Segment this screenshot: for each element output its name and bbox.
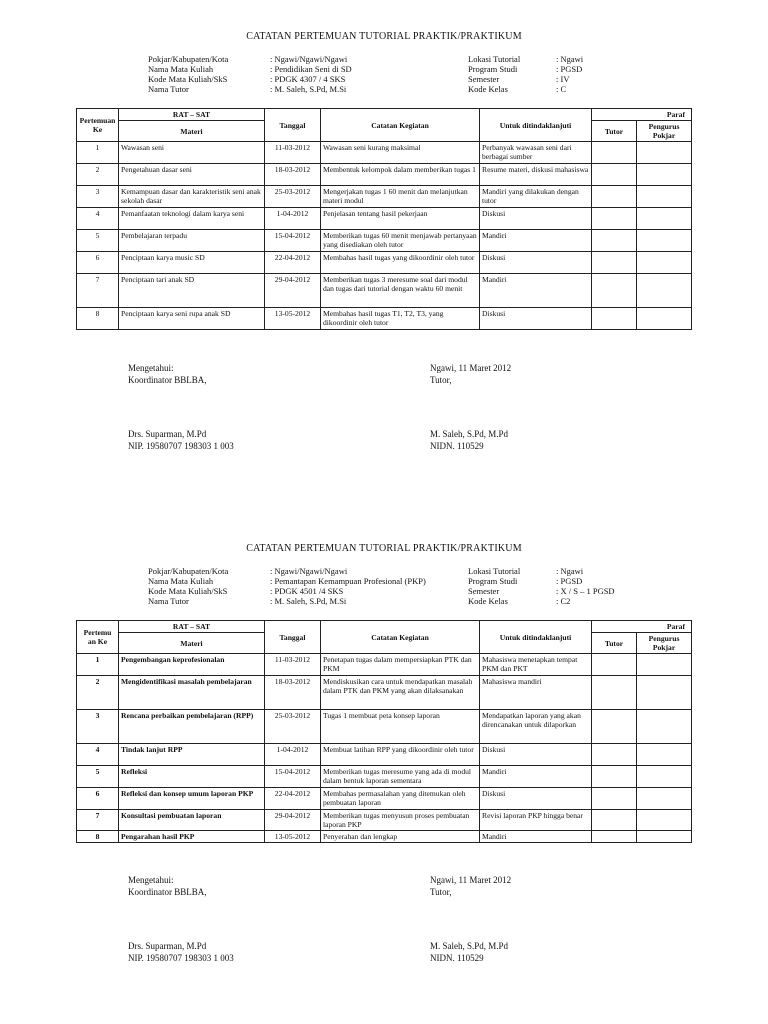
info-label: Kode Kelas: [468, 84, 508, 94]
row-paraf-tutor: [592, 308, 637, 330]
info-right-values: [556, 566, 615, 606]
row-materi: Pengembangan keprofesionalan: [119, 654, 265, 676]
row-catatan: Membahas hasil tugas T1, T2, T3, yang dikoordinir oleh tutor: [321, 308, 480, 330]
row-tanggal: 11-03-2012: [265, 142, 321, 164]
table-row: [77, 186, 692, 208]
info-label: Kode Kelas: [468, 596, 508, 606]
row-tindak-lanjut: Diskusi: [480, 208, 592, 230]
row-tindak-lanjut: Mandiri: [480, 274, 592, 308]
row-tanggal: 25-03-2012: [265, 186, 321, 208]
row-materi: Penciptaan tari anak SD: [119, 274, 265, 308]
row-paraf-pengurus: [637, 308, 692, 330]
header-tanggal: Tanggal: [265, 621, 321, 654]
row-paraf-tutor: [592, 164, 637, 186]
table-row: [77, 252, 692, 274]
tutor-nidn: NIDN. 110529: [430, 441, 484, 451]
row-catatan: Membahas permasalahan yang ditemukan oleh pembuatan laporan: [321, 788, 480, 810]
row-number: 1: [77, 654, 119, 676]
row-tindak-lanjut: Revisi laporan PKP hingga benar: [480, 810, 592, 831]
row-paraf-pengurus: [637, 186, 692, 208]
row-catatan: Memberikan tugas meresume yang ada di modul dalam bentuk laporan sementara: [321, 766, 480, 788]
koordinator-label: Koordinator BBLBA,: [128, 375, 207, 385]
header-tutor: Tutor: [592, 121, 637, 142]
row-number: 6: [77, 788, 119, 810]
document-title: CATATAN PERTEMUAN TUTORIAL PRAKTIK/PRAKTIKUM: [246, 543, 522, 554]
row-materi: Penciptaan karya seni rupa anak SD: [119, 308, 265, 330]
info-label: Kode Mata Kuliah/SkS: [148, 586, 228, 596]
info-value: : PDGK 4307 / 4 SKS: [270, 74, 346, 84]
header-tutor: Tutor: [592, 633, 637, 654]
row-paraf-pengurus: [637, 810, 692, 831]
row-tindak-lanjut: Mahasiswa menetapkan tempat PKM dan PKT: [480, 654, 592, 676]
header-pertemuan: Pertemuan Ke: [77, 109, 119, 142]
info-label: Lokasi Tutorial: [468, 54, 521, 64]
info-label: Program Studi: [468, 64, 518, 74]
signature-right-header: [430, 874, 511, 898]
row-paraf-tutor: [592, 831, 637, 843]
row-tindak-lanjut: Resume materi, diskusi mahasiswa: [480, 164, 592, 186]
tutor-label: Tutor,: [430, 375, 452, 385]
header-rat-sat: RAT – SAT: [119, 109, 265, 121]
row-paraf-pengurus: [637, 142, 692, 164]
row-tanggal: 18-03-2012: [265, 676, 321, 710]
info-label: Nama Tutor: [148, 596, 189, 606]
row-number: 2: [77, 676, 119, 710]
row-number: 7: [77, 274, 119, 308]
info-value: : PGSD: [556, 64, 583, 74]
row-catatan: Penyerahan dan lengkap: [321, 831, 480, 843]
row-catatan: Membentuk kelompok dalam memberikan tugas 1: [321, 164, 480, 186]
info-value: : C: [556, 84, 567, 94]
row-catatan: Mengerjakan tugas 1 60 menit dan melanjutkan materi modul: [321, 186, 480, 208]
row-materi: Refleksi: [119, 766, 265, 788]
row-catatan: Wawasan seni kurang maksimal: [321, 142, 480, 164]
row-catatan: Penjelasan tentang hasil pekerjaan: [321, 208, 480, 230]
info-right-labels: [468, 566, 520, 606]
row-number: 2: [77, 164, 119, 186]
row-number: 4: [77, 208, 119, 230]
row-materi: Pengarahan hasil PKP: [119, 831, 265, 843]
row-catatan: Memberikan tugas 60 menit menjawab pertanyaan yang disediakan oleh tutor: [321, 230, 480, 252]
row-tanggal: 29-04-2012: [265, 274, 321, 308]
row-paraf-tutor: [592, 766, 637, 788]
signature-left-name: [128, 940, 234, 964]
row-tindak-lanjut: Diskusi: [480, 308, 592, 330]
info-value: : M. Saleh, S.Pd, M.Si: [270, 596, 347, 606]
mengetahui-label: Mengetahui:: [128, 363, 174, 373]
info-left-values: [270, 54, 352, 94]
row-number: 8: [77, 831, 119, 843]
signature-right-name: [430, 428, 508, 452]
row-number: 1: [77, 142, 119, 164]
place-date-label: Ngawi, 11 Maret 2012: [430, 875, 512, 885]
header-materi: Materi: [119, 121, 265, 142]
row-paraf-tutor: [592, 230, 637, 252]
table-row: [77, 710, 692, 744]
row-catatan: Memberikan tugas 3 meresume soal dari modul dan tugas dari tutorial dengan waktu 60 menit: [321, 274, 480, 308]
document-title: CATATAN PERTEMUAN TUTORIAL PRAKTIK/PRAKTIKUM: [246, 31, 522, 42]
coordinator-name: Drs. Suparman, M.Pd: [128, 429, 207, 439]
row-number: 3: [77, 710, 119, 744]
table-row: [77, 831, 692, 843]
header-tanggal: Tanggal: [265, 109, 321, 142]
row-paraf-tutor: [592, 654, 637, 676]
row-tanggal: 29-04-2012: [265, 810, 321, 831]
row-number: 5: [77, 230, 119, 252]
info-label: Nama Mata Kuliah: [148, 576, 214, 586]
row-paraf-tutor: [592, 208, 637, 230]
row-paraf-pengurus: [637, 744, 692, 766]
table-row: [77, 308, 692, 330]
table-row: [77, 810, 692, 831]
info-left-labels: [148, 54, 228, 94]
tutor-name: M. Saleh, S.Pd, M.Pd: [430, 941, 509, 951]
row-tanggal: 1-04-2012: [265, 744, 321, 766]
header-pengurus: Pengurus Pokjar: [637, 633, 692, 654]
signature-right-header: [430, 362, 511, 386]
info-label: Nama Mata Kuliah: [148, 64, 214, 74]
header-materi: Materi: [119, 633, 265, 654]
header-tindak-lanjut: Untuk ditindaklanjuti: [480, 109, 592, 142]
row-number: 8: [77, 308, 119, 330]
row-tanggal: 22-04-2012: [265, 788, 321, 810]
row-paraf-tutor: [592, 744, 637, 766]
row-tindak-lanjut: Mandiri yang dilakukan dengan tutor: [480, 186, 592, 208]
row-tanggal: 13-05-2012: [265, 308, 321, 330]
row-tanggal: 22-04-2012: [265, 252, 321, 274]
meeting-table: [76, 108, 692, 330]
row-paraf-pengurus: [637, 252, 692, 274]
row-materi: Mengidentifikasi masalah pembelajaran: [119, 676, 265, 710]
info-value: : C2: [556, 596, 571, 606]
table-row: [77, 744, 692, 766]
row-materi: Konsultasi pembuatan laporan: [119, 810, 265, 831]
row-paraf-tutor: [592, 810, 637, 831]
row-tindak-lanjut: Mandiri: [480, 831, 592, 843]
row-tanggal: 18-03-2012: [265, 164, 321, 186]
row-tindak-lanjut: Diskusi: [480, 252, 592, 274]
header-pengurus: Pengurus Pokjar: [637, 121, 692, 142]
tutorial-record-2: [0, 512, 768, 1024]
tutor-label: Tutor,: [430, 887, 452, 897]
coordinator-nip: NIP. 19580707 198303 1 003: [128, 441, 234, 451]
table-row: [77, 676, 692, 710]
info-right-labels: [468, 54, 520, 94]
tutor-nidn: NIDN. 110529: [430, 953, 484, 963]
row-catatan: Membahas hasil tugas yang dikoordinir oleh tutor: [321, 252, 480, 274]
header-rat-sat: RAT – SAT: [119, 621, 265, 633]
row-paraf-pengurus: [637, 676, 692, 710]
row-catatan: Tugas 1 membuat peta konsep laporan: [321, 710, 480, 744]
info-label: Semester: [468, 74, 500, 84]
table-row: [77, 788, 692, 810]
info-label: Nama Tutor: [148, 84, 189, 94]
table-row: [77, 230, 692, 252]
row-materi: Penciptaan karya music SD: [119, 252, 265, 274]
coordinator-nip: NIP. 19580707 198303 1 003: [128, 953, 234, 963]
row-materi: Kemampuan dasar dan karakteristik seni anak sekolah dasar: [119, 186, 265, 208]
row-materi: Refleksi dan konsep umum laporan PKP: [119, 788, 265, 810]
info-value: : Ngawi: [556, 566, 584, 576]
signature-left-name: [128, 428, 234, 452]
header-tindak-lanjut: Untuk ditindaklanjuti: [480, 621, 592, 654]
row-tindak-lanjut: Mandiri: [480, 230, 592, 252]
row-paraf-tutor: [592, 186, 637, 208]
signature-left-header: [128, 874, 207, 898]
tutor-name: M. Saleh, S.Pd, M.Pd: [430, 429, 509, 439]
row-paraf-pengurus: [637, 164, 692, 186]
row-paraf-tutor: [592, 710, 637, 744]
mengetahui-label: Mengetahui:: [128, 875, 174, 885]
info-value: : Ngawi: [556, 54, 584, 64]
row-paraf-pengurus: [637, 831, 692, 843]
row-materi: Pengetahuan dasar seni: [119, 164, 265, 186]
row-tindak-lanjut: Perbanyak wawasan seni dari berbagai sumber: [480, 142, 592, 164]
header-paraf: Paraf: [592, 621, 692, 633]
row-materi: Wawasan seni: [119, 142, 265, 164]
row-tindak-lanjut: Mandiri: [480, 766, 592, 788]
row-paraf-pengurus: [637, 274, 692, 308]
info-value: : PDGK 4501 /4 SKS: [270, 586, 344, 596]
row-tanggal: 25-03-2012: [265, 710, 321, 744]
coordinator-name: Drs. Suparman, M.Pd: [128, 941, 207, 951]
info-value: : PGSD: [556, 576, 583, 586]
header-catatan: Catatan Kegiatan: [321, 109, 480, 142]
info-label: Semester: [468, 586, 500, 596]
row-paraf-pengurus: [637, 208, 692, 230]
row-tindak-lanjut: Diskusi: [480, 788, 592, 810]
meeting-table: [76, 620, 692, 843]
koordinator-label: Koordinator BBLBA,: [128, 887, 207, 897]
table-row: [77, 142, 692, 164]
info-label: Pokjar/Kabupaten/Kota: [148, 54, 229, 64]
info-right-values: [556, 54, 583, 94]
row-number: 3: [77, 186, 119, 208]
row-tanggal: 1-04-2012: [265, 208, 321, 230]
row-number: 7: [77, 810, 119, 831]
row-materi: Pembelajaran terpadu: [119, 230, 265, 252]
info-value: : Ngawi/Ngawi/Ngawi: [270, 566, 348, 576]
row-paraf-pengurus: [637, 654, 692, 676]
info-value: : Pemantapan Kemampuan Profesional (PKP): [270, 576, 426, 586]
info-label: Program Studi: [468, 576, 518, 586]
place-date-label: Ngawi, 11 Maret 2012: [430, 363, 512, 373]
row-catatan: Memberikan tugas menyusun proses pembuatan laporan PKP: [321, 810, 480, 831]
row-catatan: Mendiskusikan cara untuk mendapatkan masalah dalam PTK dan PKM yang akan dilaksanakan: [321, 676, 480, 710]
row-paraf-tutor: [592, 788, 637, 810]
table-row: [77, 654, 692, 676]
header-pertemuan: Pertemu an Ke: [77, 621, 119, 654]
info-value: : Ngawi/Ngawi/Ngawi: [270, 54, 348, 64]
header-catatan: Catatan Kegiatan: [321, 621, 480, 654]
info-value: : X / S – 1 PGSD: [556, 586, 615, 596]
row-number: 6: [77, 252, 119, 274]
signature-right-name: [430, 940, 508, 964]
row-paraf-pengurus: [637, 766, 692, 788]
row-tindak-lanjut: Mahasiswa mandiri: [480, 676, 592, 710]
header-paraf: Paraf: [592, 109, 692, 121]
row-catatan: Membuat latihan RPP yang dikoordinir oleh tutor: [321, 744, 480, 766]
row-materi: Tindak lanjut RPP: [119, 744, 265, 766]
table-row: [77, 208, 692, 230]
row-tanggal: 15-04-2012: [265, 230, 321, 252]
info-value: : IV: [556, 74, 570, 84]
table-row: [77, 164, 692, 186]
row-paraf-tutor: [592, 252, 637, 274]
row-number: 5: [77, 766, 119, 788]
row-paraf-pengurus: [637, 788, 692, 810]
row-materi: Pemanfaatan teknologi dalam karya seni: [119, 208, 265, 230]
info-label: Pokjar/Kabupaten/Kota: [148, 566, 229, 576]
row-tanggal: 11-03-2012: [265, 654, 321, 676]
info-value: : Pendidikan Seni di SD: [270, 64, 352, 74]
info-label: Kode Mata Kuliah/SkS: [148, 74, 228, 84]
row-tindak-lanjut: Mendapatkan laporan yang akan direncanakan untuk dilaporkan: [480, 710, 592, 744]
row-tindak-lanjut: Diskusi: [480, 744, 592, 766]
info-label: Lokasi Tutorial: [468, 566, 521, 576]
row-tanggal: 13-05-2012: [265, 831, 321, 843]
row-paraf-pengurus: [637, 230, 692, 252]
info-value: : M. Saleh, S.Pd, M.Si: [270, 84, 347, 94]
row-paraf-tutor: [592, 274, 637, 308]
row-catatan: Penetapan tugas dalam mempersiapkan PTK dan PKM: [321, 654, 480, 676]
row-paraf-pengurus: [637, 710, 692, 744]
table-row: [77, 274, 692, 308]
row-tanggal: 15-04-2012: [265, 766, 321, 788]
row-paraf-tutor: [592, 142, 637, 164]
row-materi: Rencana perbaikan pembelajaran (RPP): [119, 710, 265, 744]
info-left-values: [270, 566, 426, 606]
info-left-labels: [148, 566, 228, 606]
table-row: [77, 766, 692, 788]
row-paraf-tutor: [592, 676, 637, 710]
signature-left-header: [128, 362, 207, 386]
row-number: 4: [77, 744, 119, 766]
